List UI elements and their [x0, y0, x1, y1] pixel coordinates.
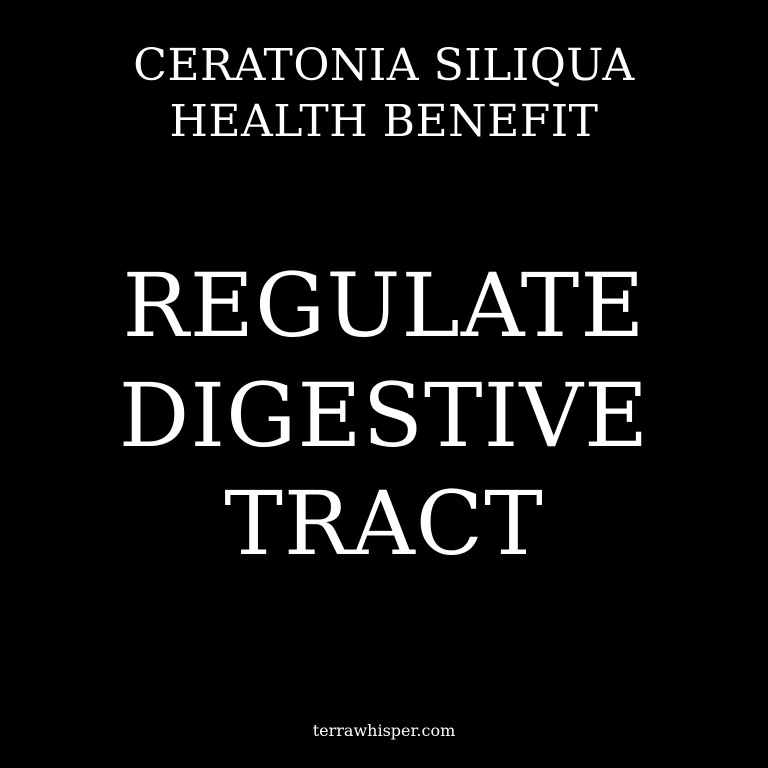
- website-credit: terrawhisper.com: [312, 721, 456, 740]
- plant-name-title: CERATONIA SILIQUA: [133, 40, 635, 91]
- headline-line-3: TRACT: [224, 472, 544, 575]
- headline-line-1: REGULATE: [122, 254, 646, 357]
- headline-line-2: DIGESTIVE: [118, 364, 650, 467]
- benefit-label: HEALTH BENEFIT: [169, 96, 599, 147]
